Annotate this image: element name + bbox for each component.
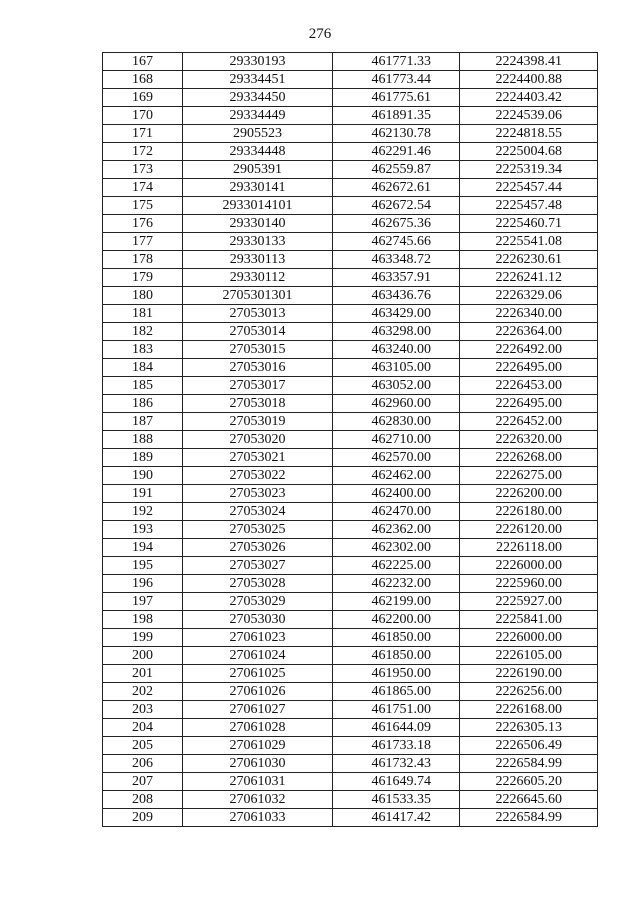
point-id-cell: 27053024 [183, 503, 333, 521]
x-coordinate-cell: 462462.00 [333, 467, 460, 485]
row-number-cell: 186 [103, 395, 183, 413]
row-number-cell: 182 [103, 323, 183, 341]
x-coordinate-cell: 463240.00 [333, 341, 460, 359]
x-coordinate-cell: 462672.54 [333, 197, 460, 215]
x-coordinate-cell: 461850.00 [333, 629, 460, 647]
point-id-cell: 2905523 [183, 125, 333, 143]
table-row [103, 161, 598, 179]
point-id-cell: 27053016 [183, 359, 333, 377]
row-number-cell: 194 [103, 539, 183, 557]
point-id-cell: 27053028 [183, 575, 333, 593]
point-id-cell: 27053021 [183, 449, 333, 467]
x-coordinate-cell: 461891.35 [333, 107, 460, 125]
point-id-cell: 27061026 [183, 683, 333, 701]
row-number-cell: 204 [103, 719, 183, 737]
point-id-cell: 29330133 [183, 233, 333, 251]
point-id-cell: 29330193 [183, 53, 333, 71]
table-row [103, 107, 598, 125]
x-coordinate-cell: 461649.74 [333, 773, 460, 791]
point-id-cell: 27053023 [183, 485, 333, 503]
table-row [103, 431, 598, 449]
point-id-cell: 27053014 [183, 323, 333, 341]
x-coordinate-cell: 462745.66 [333, 233, 460, 251]
point-id-cell: 27061023 [183, 629, 333, 647]
point-id-cell: 27053017 [183, 377, 333, 395]
point-id-cell: 29334450 [183, 89, 333, 107]
table-row [103, 449, 598, 467]
y-coordinate-cell: 2226168.00 [460, 701, 598, 719]
y-coordinate-cell: 2226241.12 [460, 269, 598, 287]
row-number-cell: 199 [103, 629, 183, 647]
x-coordinate-cell: 462400.00 [333, 485, 460, 503]
row-number-cell: 197 [103, 593, 183, 611]
table-row [103, 593, 598, 611]
x-coordinate-cell: 461850.00 [333, 647, 460, 665]
table-row [103, 287, 598, 305]
y-coordinate-cell: 2224818.55 [460, 125, 598, 143]
table-row [103, 665, 598, 683]
x-coordinate-cell: 461950.00 [333, 665, 460, 683]
table-row [103, 197, 598, 215]
row-number-cell: 172 [103, 143, 183, 161]
point-id-cell: 27061032 [183, 791, 333, 809]
y-coordinate-cell: 2226118.00 [460, 539, 598, 557]
y-coordinate-cell: 2226506.49 [460, 737, 598, 755]
x-coordinate-cell: 461417.42 [333, 809, 460, 827]
point-id-cell: 27053022 [183, 467, 333, 485]
y-coordinate-cell: 2226364.00 [460, 323, 598, 341]
row-number-cell: 201 [103, 665, 183, 683]
x-coordinate-cell: 462130.78 [333, 125, 460, 143]
table-row [103, 341, 598, 359]
y-coordinate-cell: 2226495.00 [460, 395, 598, 413]
row-number-cell: 171 [103, 125, 183, 143]
table-row [103, 503, 598, 521]
row-number-cell: 191 [103, 485, 183, 503]
point-id-cell: 27053013 [183, 305, 333, 323]
x-coordinate-cell: 462362.00 [333, 521, 460, 539]
row-number-cell: 188 [103, 431, 183, 449]
y-coordinate-cell: 2224403.42 [460, 89, 598, 107]
x-coordinate-cell: 462960.00 [333, 395, 460, 413]
row-number-cell: 177 [103, 233, 183, 251]
point-id-cell: 29330141 [183, 179, 333, 197]
x-coordinate-cell: 463357.91 [333, 269, 460, 287]
x-coordinate-cell: 462291.46 [333, 143, 460, 161]
table-row [103, 809, 598, 827]
x-coordinate-cell: 461644.09 [333, 719, 460, 737]
table-row [103, 719, 598, 737]
table-row [103, 143, 598, 161]
point-id-cell: 2905391 [183, 161, 333, 179]
table-row [103, 773, 598, 791]
row-number-cell: 200 [103, 647, 183, 665]
point-id-cell: 27061030 [183, 755, 333, 773]
row-number-cell: 202 [103, 683, 183, 701]
y-coordinate-cell: 2226120.00 [460, 521, 598, 539]
x-coordinate-cell: 461751.00 [333, 701, 460, 719]
x-coordinate-cell: 463298.00 [333, 323, 460, 341]
y-coordinate-cell: 2226105.00 [460, 647, 598, 665]
y-coordinate-cell: 2226329.06 [460, 287, 598, 305]
table-row [103, 575, 598, 593]
row-number-cell: 198 [103, 611, 183, 629]
table-row [103, 179, 598, 197]
row-number-cell: 193 [103, 521, 183, 539]
x-coordinate-cell: 461732.43 [333, 755, 460, 773]
row-number-cell: 192 [103, 503, 183, 521]
y-coordinate-cell: 2226495.00 [460, 359, 598, 377]
row-number-cell: 205 [103, 737, 183, 755]
table-row [103, 269, 598, 287]
point-id-cell: 27061028 [183, 719, 333, 737]
y-coordinate-cell: 2226200.00 [460, 485, 598, 503]
row-number-cell: 206 [103, 755, 183, 773]
table-row [103, 701, 598, 719]
y-coordinate-cell: 2225319.34 [460, 161, 598, 179]
y-coordinate-cell: 2226256.00 [460, 683, 598, 701]
table-row [103, 611, 598, 629]
point-id-cell: 29330140 [183, 215, 333, 233]
table-row [103, 71, 598, 89]
point-id-cell: 27061031 [183, 773, 333, 791]
table-row [103, 557, 598, 575]
row-number-cell: 187 [103, 413, 183, 431]
y-coordinate-cell: 2224400.88 [460, 71, 598, 89]
y-coordinate-cell: 2225457.48 [460, 197, 598, 215]
point-id-cell: 27053027 [183, 557, 333, 575]
y-coordinate-cell: 2226000.00 [460, 629, 598, 647]
x-coordinate-cell: 462200.00 [333, 611, 460, 629]
row-number-cell: 176 [103, 215, 183, 233]
x-coordinate-cell: 461771.33 [333, 53, 460, 71]
x-coordinate-cell: 462302.00 [333, 539, 460, 557]
y-coordinate-cell: 2224539.06 [460, 107, 598, 125]
table-row [103, 233, 598, 251]
point-id-cell: 29334449 [183, 107, 333, 125]
point-id-cell: 2933014101 [183, 197, 333, 215]
row-number-cell: 195 [103, 557, 183, 575]
row-number-cell: 169 [103, 89, 183, 107]
x-coordinate-cell: 461775.61 [333, 89, 460, 107]
point-id-cell: 27053026 [183, 539, 333, 557]
y-coordinate-cell: 2226584.99 [460, 755, 598, 773]
row-number-cell: 168 [103, 71, 183, 89]
row-number-cell: 184 [103, 359, 183, 377]
table-row [103, 521, 598, 539]
y-coordinate-cell: 2226268.00 [460, 449, 598, 467]
y-coordinate-cell: 2225457.44 [460, 179, 598, 197]
point-id-cell: 29334451 [183, 71, 333, 89]
x-coordinate-cell: 461773.44 [333, 71, 460, 89]
y-coordinate-cell: 2226645.60 [460, 791, 598, 809]
coordinates-table [102, 52, 598, 827]
point-id-cell: 27061027 [183, 701, 333, 719]
row-number-cell: 174 [103, 179, 183, 197]
y-coordinate-cell: 2226492.00 [460, 341, 598, 359]
row-number-cell: 175 [103, 197, 183, 215]
point-id-cell: 27061025 [183, 665, 333, 683]
row-number-cell: 203 [103, 701, 183, 719]
point-id-cell: 27053029 [183, 593, 333, 611]
point-id-cell: 27053018 [183, 395, 333, 413]
x-coordinate-cell: 462672.61 [333, 179, 460, 197]
point-id-cell: 27053025 [183, 521, 333, 539]
page-number: 276 [308, 26, 332, 42]
point-id-cell: 27053015 [183, 341, 333, 359]
y-coordinate-cell: 2226305.13 [460, 719, 598, 737]
y-coordinate-cell: 2226275.00 [460, 467, 598, 485]
point-id-cell: 29330112 [183, 269, 333, 287]
y-coordinate-cell: 2225460.71 [460, 215, 598, 233]
x-coordinate-cell: 463429.00 [333, 305, 460, 323]
x-coordinate-cell: 462559.87 [333, 161, 460, 179]
table-row [103, 377, 598, 395]
y-coordinate-cell: 2224398.41 [460, 53, 598, 71]
table-row [103, 647, 598, 665]
row-number-cell: 208 [103, 791, 183, 809]
table-row [103, 305, 598, 323]
y-coordinate-cell: 2225841.00 [460, 611, 598, 629]
x-coordinate-cell: 462570.00 [333, 449, 460, 467]
point-id-cell: 29330113 [183, 251, 333, 269]
row-number-cell: 181 [103, 305, 183, 323]
y-coordinate-cell: 2226230.61 [460, 251, 598, 269]
table-row [103, 467, 598, 485]
x-coordinate-cell: 462675.36 [333, 215, 460, 233]
table-row [103, 215, 598, 233]
x-coordinate-cell: 461533.35 [333, 791, 460, 809]
row-number-cell: 207 [103, 773, 183, 791]
row-number-cell: 170 [103, 107, 183, 125]
table-row [103, 737, 598, 755]
x-coordinate-cell: 463348.72 [333, 251, 460, 269]
row-number-cell: 190 [103, 467, 183, 485]
table-row [103, 359, 598, 377]
x-coordinate-cell: 462830.00 [333, 413, 460, 431]
x-coordinate-cell: 463436.76 [333, 287, 460, 305]
row-number-cell: 196 [103, 575, 183, 593]
x-coordinate-cell: 462710.00 [333, 431, 460, 449]
point-id-cell: 27053020 [183, 431, 333, 449]
y-coordinate-cell: 2225004.68 [460, 143, 598, 161]
table-body [103, 53, 598, 827]
y-coordinate-cell: 2226190.00 [460, 665, 598, 683]
x-coordinate-cell: 463052.00 [333, 377, 460, 395]
point-id-cell: 27053019 [183, 413, 333, 431]
row-number-cell: 209 [103, 809, 183, 827]
table-row [103, 89, 598, 107]
x-coordinate-cell: 462225.00 [333, 557, 460, 575]
table-row [103, 323, 598, 341]
y-coordinate-cell: 2226320.00 [460, 431, 598, 449]
table-row [103, 413, 598, 431]
x-coordinate-cell: 461865.00 [333, 683, 460, 701]
table-row [103, 755, 598, 773]
table-row [103, 539, 598, 557]
point-id-cell: 27061024 [183, 647, 333, 665]
y-coordinate-cell: 2226000.00 [460, 557, 598, 575]
y-coordinate-cell: 2226452.00 [460, 413, 598, 431]
table-row [103, 53, 598, 71]
row-number-cell: 185 [103, 377, 183, 395]
row-number-cell: 178 [103, 251, 183, 269]
y-coordinate-cell: 2226180.00 [460, 503, 598, 521]
table-row [103, 629, 598, 647]
row-number-cell: 179 [103, 269, 183, 287]
x-coordinate-cell: 462232.00 [333, 575, 460, 593]
table-row [103, 251, 598, 269]
point-id-cell: 2705301301 [183, 287, 333, 305]
y-coordinate-cell: 2226584.99 [460, 809, 598, 827]
y-coordinate-cell: 2225541.08 [460, 233, 598, 251]
x-coordinate-cell: 462470.00 [333, 503, 460, 521]
row-number-cell: 180 [103, 287, 183, 305]
row-number-cell: 167 [103, 53, 183, 71]
table-row [103, 485, 598, 503]
x-coordinate-cell: 461733.18 [333, 737, 460, 755]
table-row [103, 683, 598, 701]
y-coordinate-cell: 2226605.20 [460, 773, 598, 791]
point-id-cell: 27053030 [183, 611, 333, 629]
point-id-cell: 27061033 [183, 809, 333, 827]
x-coordinate-cell: 463105.00 [333, 359, 460, 377]
point-id-cell: 29334448 [183, 143, 333, 161]
point-id-cell: 27061029 [183, 737, 333, 755]
y-coordinate-cell: 2225960.00 [460, 575, 598, 593]
y-coordinate-cell: 2225927.00 [460, 593, 598, 611]
table-row [103, 125, 598, 143]
y-coordinate-cell: 2226340.00 [460, 305, 598, 323]
table-row [103, 395, 598, 413]
row-number-cell: 189 [103, 449, 183, 467]
row-number-cell: 173 [103, 161, 183, 179]
y-coordinate-cell: 2226453.00 [460, 377, 598, 395]
row-number-cell: 183 [103, 341, 183, 359]
table-row [103, 791, 598, 809]
x-coordinate-cell: 462199.00 [333, 593, 460, 611]
